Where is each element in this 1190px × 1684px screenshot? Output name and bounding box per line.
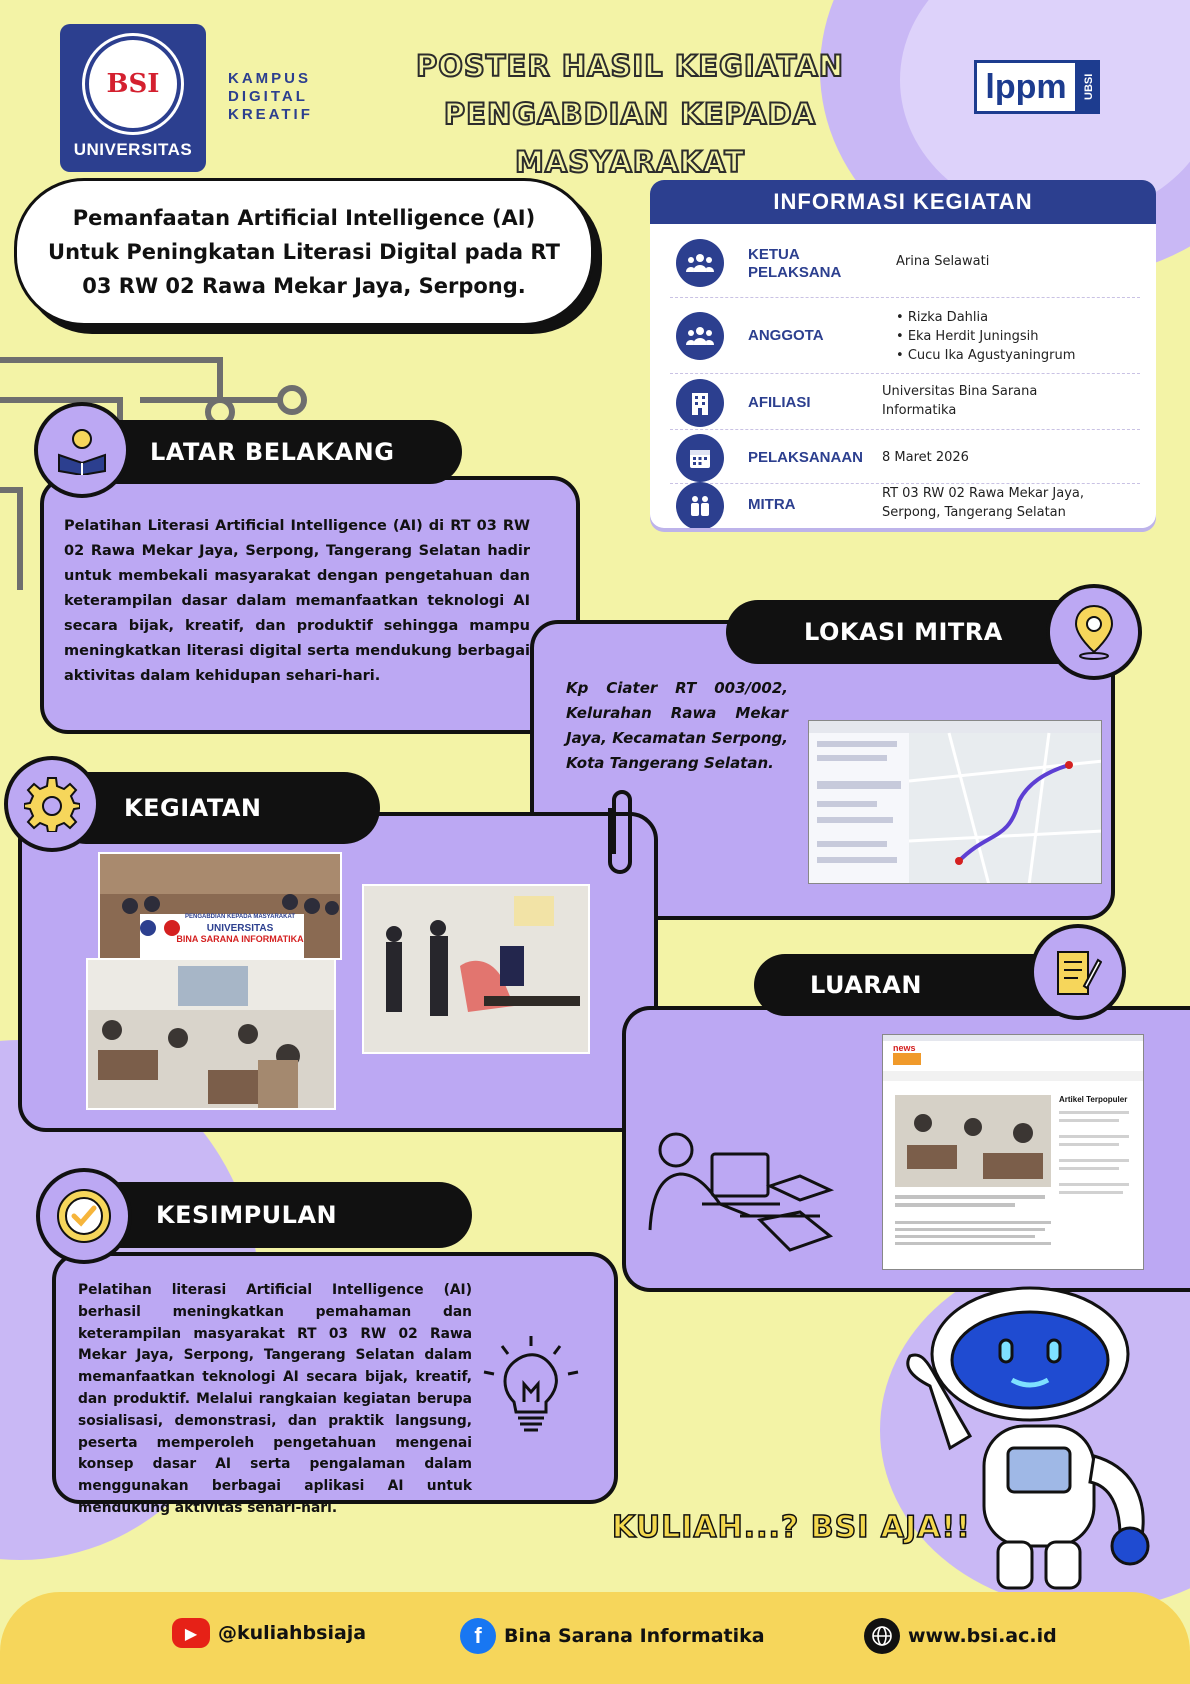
- photo-classroom: [86, 958, 336, 1110]
- info-label: ANGGOTA: [748, 327, 824, 344]
- footer-facebook[interactable]: [460, 1618, 765, 1654]
- lppm-logo: [974, 60, 1104, 114]
- calendar-icon: [676, 434, 724, 482]
- info-value: 8 Maret 2026: [882, 450, 969, 465]
- photo-practice: [362, 884, 590, 1054]
- slogan: KULIAH...? BSI AJA!!: [612, 1510, 971, 1545]
- info-row-afiliasi: [670, 376, 1140, 430]
- check-icon: [36, 1168, 132, 1264]
- info-value: Arina Selawati: [896, 254, 990, 269]
- banner-line2: UNIVERSITAS: [206, 923, 274, 934]
- facebook-name: Bina Sarana Informatika: [504, 1625, 765, 1647]
- handshake-icon: [676, 482, 724, 528]
- info-value: Universitas Bina Sarana Informatika: [882, 384, 1038, 418]
- member-item: • Rizka Dahlia: [896, 308, 1146, 327]
- kesimpulan-body: Pelatihan literasi Artificial Intelligence (AI) berhasil meningkatkan pemahaman dan keterampilan masyarakat RT 03 RW 02 Rawa Mekar Jaya, Serpong, Tangerang Selatan dalam memanfaatkan teknologi AI secara bijak, kreatif, dan produktif. Melalui rangkaian kegiatan berupa sosialisasi, demonstrasi, dan praktik langsung, peserta memperoleh pengetahuan mengenai konsep dasar AI serta pengalaman dalam menggunakan berbagai aplikasi AI untuk mendukung aktivitas sehari-hari.: [78, 1282, 472, 1516]
- footer-youtube[interactable]: [172, 1618, 366, 1648]
- info-row-anggota: [670, 300, 1140, 374]
- poster-title: [340, 42, 920, 186]
- info-label: AFILIASI: [748, 394, 811, 411]
- team-icon: [676, 312, 724, 360]
- facebook-icon: f: [460, 1618, 496, 1654]
- lokasi-body: Kp Ciater RT 003/002, Kelurahan Rawa Mekar Jaya, Kecamatan Serpong, Kota Tangerang Selatan.: [566, 679, 788, 772]
- poster-title-line2: PENGABDIAN KEPADA MASYARAKAT: [443, 97, 817, 179]
- latar-tag: [86, 420, 462, 484]
- photo-banner-text: [160, 912, 320, 945]
- news-sidebar-title: Artikel Terpopuler: [1059, 1095, 1128, 1104]
- info-row-pelaksanaan: [670, 432, 1140, 484]
- tagline-line: KREATIF: [228, 106, 313, 123]
- member-item: • Cucu Ika Agustyaningrum: [896, 346, 1146, 365]
- lokasi-tag: [726, 600, 1098, 664]
- info-panel: [650, 180, 1156, 528]
- youtube-icon: ▶: [172, 1618, 210, 1648]
- luaran-title: LUARAN: [810, 971, 922, 999]
- logo-caption: UNIVERSITAS: [73, 140, 193, 159]
- tagline: [228, 70, 348, 124]
- banner-line3: BINA SARANA INFORMATIKA: [176, 934, 304, 944]
- poster-title-line1: POSTER HASIL KEGIATAN: [415, 49, 845, 83]
- university-logo: [60, 24, 206, 172]
- latar-title: LATAR BELAKANG: [150, 438, 395, 466]
- kegiatan-title: KEGIATAN: [124, 794, 262, 822]
- info-heading: INFORMASI KEGIATAN: [650, 180, 1156, 224]
- laptop-study-illustration: [640, 1120, 840, 1260]
- location-pin-icon: [1046, 584, 1142, 680]
- info-row-ketua: [670, 228, 1140, 298]
- banner-line1: PENGABDIAN KEPADA MASYARAKAT: [184, 914, 295, 920]
- youtube-handle: @kuliahbsiaja: [218, 1622, 367, 1644]
- bsi-seal: [85, 36, 181, 132]
- map-screenshot: [808, 720, 1102, 884]
- lightbulb-icon: [482, 1332, 580, 1442]
- lppm-side: UBSI: [1078, 60, 1100, 114]
- tagline-line: DIGITAL: [228, 88, 308, 105]
- info-label: MITRA: [748, 496, 796, 513]
- building-icon: [676, 379, 724, 427]
- photo-group: [98, 852, 342, 960]
- paperclip-icon: [600, 788, 634, 878]
- book-idea-icon: [34, 402, 130, 498]
- gear-icon: [4, 756, 100, 852]
- info-label: KETUA PELAKSANA: [748, 246, 842, 281]
- info-label: PELAKSANAAN: [748, 449, 864, 466]
- topic-title: Pemanfaatan Artificial Intelligence (AI) Untuk Peningkatan Literasi Digital pada RT 03 RW 02 Rawa Mekar Jaya, Serpong.: [14, 178, 594, 326]
- website-url: www.bsi.ac.id: [908, 1625, 1057, 1647]
- kesimpulan-tag: [88, 1182, 472, 1248]
- lppm-mark: lppm: [974, 60, 1078, 114]
- member-item: • Eka Herdit Juningsih: [896, 327, 1146, 346]
- globe-icon: [864, 1618, 900, 1654]
- group-icon: [676, 239, 724, 287]
- news-screenshot: [882, 1034, 1144, 1270]
- robot-mascot: [880, 1286, 1190, 1592]
- bsi-seal-mark: BSI: [106, 69, 160, 99]
- kesimpulan-title: KESIMPULAN: [156, 1201, 338, 1229]
- tagline-line: KAMPUS: [228, 70, 312, 87]
- info-members: [896, 308, 1146, 365]
- lokasi-title: LOKASI MITRA: [804, 618, 1003, 646]
- latar-body: Pelatihan Literasi Artificial Intelligence (AI) di RT 03 RW 02 Rawa Mekar Jaya, Serpong, Tangerang Selatan hadir untuk membekali masyarakat dengan pengetahuan dan keterampilan dasar dalam memanfaatkan teknologi AI secara bijak, kreatif, dan produktif sehingga mampu meningkatkan literasi digital serta mendukung berbagai aktivitas dalam kehidupan sehari-hari.: [64, 518, 530, 684]
- notepad-icon: [1030, 924, 1126, 1020]
- info-value: RT 03 RW 02 Rawa Mekar Jaya, Serpong, Tangerang Selatan: [882, 486, 1084, 520]
- news-brand: news: [893, 1043, 916, 1053]
- footer-website[interactable]: [864, 1618, 1057, 1654]
- info-row-mitra: [670, 484, 1140, 528]
